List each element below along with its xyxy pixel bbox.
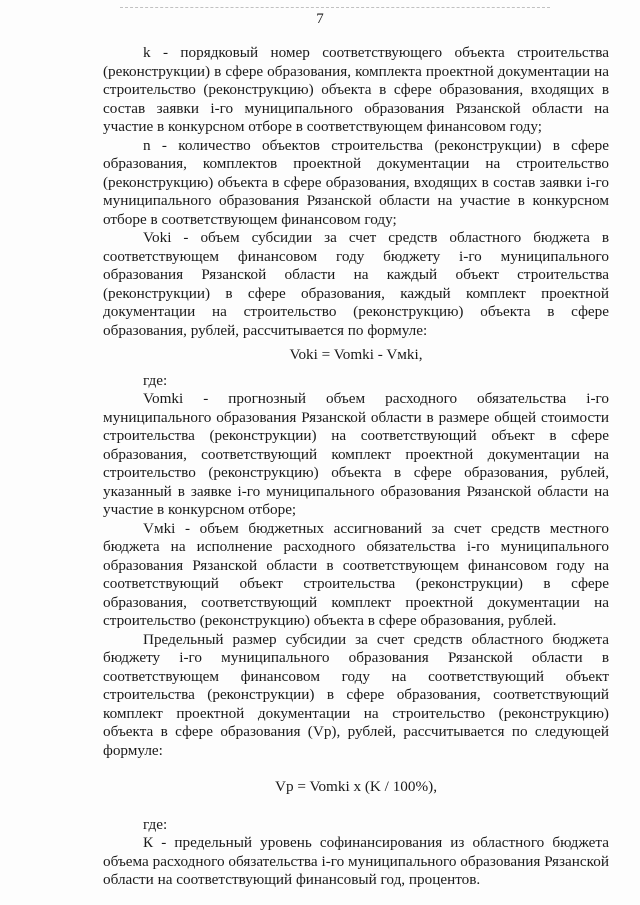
- where-label-2: где:: [143, 815, 168, 833]
- formula-voki: Voki = Vomki - Vмki,: [289, 346, 423, 363]
- paragraph-vomki-definition: Vomki - прогнозный объем расходного обязательства i-го муниципального образования Рязанской области в размере общей стоимости строительства (реконструкции) на соответствующий объект в сфере образования, соответствующий комплект проектной документации на строительство (реконструкцию) объекта в сфере образования, рублей, указанный в заявке i-го муниципального образования Рязанской области на участие в конкурсном отборе;: [103, 390, 609, 518]
- document-body: [103, 44, 609, 890]
- where-label-1: где:: [143, 371, 168, 389]
- paragraph-vmki-definition: Vмki - объем бюджетных ассигнований за счет средств местного бюджета на исполнение расходного обязательства i-го муниципального образования Рязанской области в соответствующем финансовом году на соответствующий объект строительства (реконструкции) в сфере образования, соответствующий комплект проектной документации на строительство (реконструкцию) объекта в сфере образования, рублей.: [103, 519, 609, 629]
- paragraph-n-definition: n - количество объектов строительства (реконструкции) в сфере образования, комплектов проектной документации на строительство (реконструкцию) объекта в сфере образования, входящих в состав заявки i-го муниципального образования Рязанской области на участие в конкурсном отборе в соответствующем финансовом году;: [103, 136, 609, 228]
- paragraph-voki-definition: Voki - объем субсидии за счет средств областного бюджета в соответствующем финансовом году бюджету i-го муниципального образования Рязанской области на каждый объект строительства (реконструкции) в сфере образования, каждый комплект проектной документации на строительство (реконструкцию) объекта в сфере образования, рублей, рассчитывается по формуле:: [103, 229, 609, 339]
- paragraph-limit-subsidy: Предельный размер субсидии за счет средств областного бюджета бюджету i-го муниципального образования Рязанской области в соответствующем финансовом году на соответствующий объект строительства (реконструкции) в сфере образования, соответствующий комплект проектной документации на строительство (реконструкцию) объекта в сфере образования (Vp), рублей, рассчитывается по следующей формуле:: [103, 630, 609, 759]
- page-number: 7: [316, 11, 324, 27]
- formula-vp: Vp = Vomki x (K / 100%),: [275, 778, 437, 795]
- paragraph-k-definition: k - порядковый номер соответствующего объекта строительства (реконструкции) в сфере образования, комплекта проектной документации на строительство (реконструкцию) объекта в сфере образования, входящих в состав заявки i-го муниципального образования Рязанской области на участие в конкурсном отборе в соответствующем финансовом году;: [103, 44, 609, 135]
- paragraph-k-level-definition: К - предельный уровень софинансирования из областного бюджета объема расходного обязательства i-го муниципального образования Рязанской области на соответствующий финансовый год, процентов.: [103, 834, 609, 888]
- scan-edge-line: [120, 7, 550, 8]
